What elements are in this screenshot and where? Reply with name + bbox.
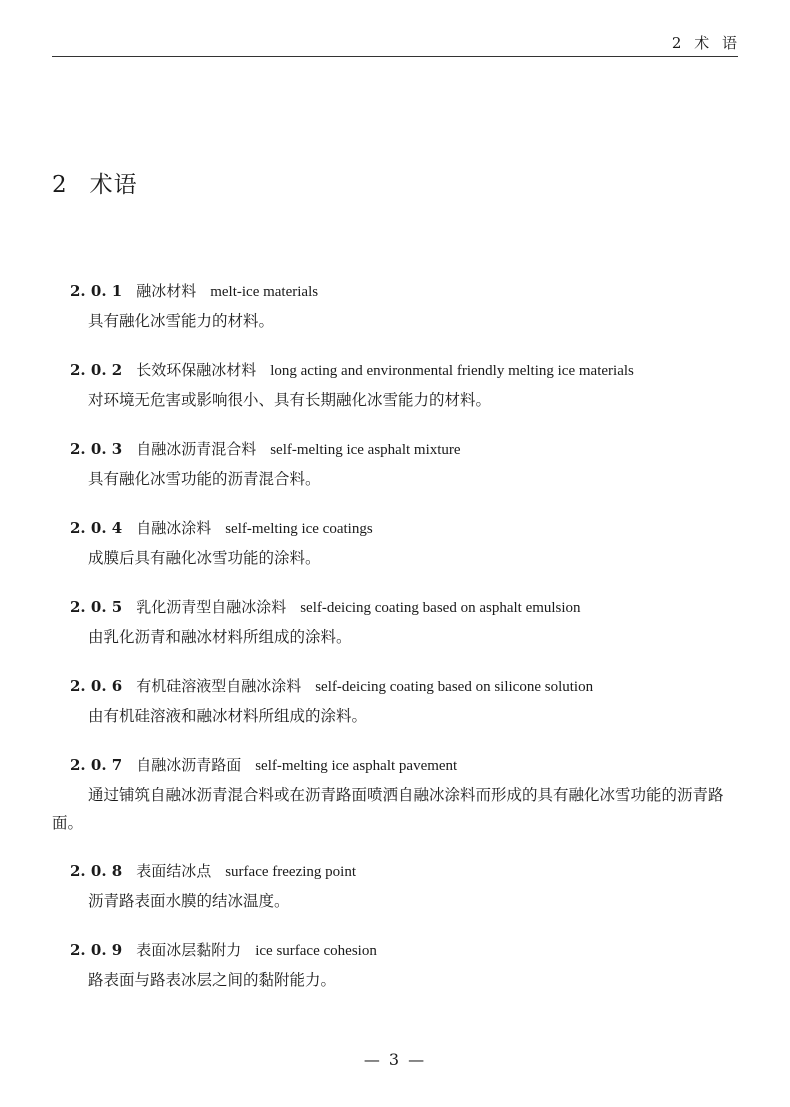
term-entry — [52, 860, 738, 939]
term-english: ice surface cohesion — [255, 943, 377, 959]
term-definition: 对环境无危害或影响很小、具有长期融化冰雪能力的材料。 — [88, 391, 492, 409]
term-chinese: 表面冰层黏附力 — [136, 941, 242, 959]
term-number: 2. 0. 6 — [70, 677, 123, 695]
term-number: 2. 0. 4 — [70, 519, 123, 537]
term-english: long acting and environmental friendly melting ice materials — [270, 363, 634, 379]
term-chinese: 乳化沥青型自融冰涂料 — [136, 598, 287, 616]
term-entry — [52, 438, 738, 517]
term-number: 2. 0. 5 — [70, 598, 123, 616]
term-heading — [70, 596, 581, 619]
term-english: self-melting ice asphalt mixture — [270, 442, 461, 458]
term-chinese: 自融冰沥青混合料 — [136, 440, 257, 458]
term-number: 2. 0. 7 — [70, 756, 123, 774]
term-heading — [70, 359, 634, 382]
term-definition: 具有融化冰雪功能的沥青混合料。 — [88, 470, 321, 488]
term-entry — [52, 754, 738, 860]
term-number: 2. 0. 3 — [70, 440, 123, 458]
term-english: surface freezing point — [225, 864, 356, 880]
term-english: self-melting ice coatings — [225, 521, 373, 537]
term-entry — [52, 280, 738, 359]
term-entry — [52, 939, 738, 1018]
term-english: self-melting ice asphalt pavement — [255, 758, 458, 774]
term-definition: 路表面与路表冰层之间的黏附能力。 — [88, 971, 337, 989]
running-header: 2 术 语 — [671, 34, 738, 52]
term-entry — [52, 675, 738, 754]
term-heading — [70, 280, 318, 303]
term-english: self-deicing coating based on asphalt emulsion — [300, 600, 581, 616]
term-entry — [52, 359, 738, 438]
term-chinese: 有机硅溶液型自融冰涂料 — [136, 677, 302, 695]
term-definition: 由有机硅溶液和融冰材料所组成的涂料。 — [88, 707, 368, 725]
term-english: self-deicing coating based on silicone solution — [315, 679, 594, 695]
term-chinese: 表面结冰点 — [136, 862, 212, 880]
chapter-title — [52, 166, 138, 199]
term-definition: 通过铺筑自融冰沥青混合料或在沥青路面喷洒自融冰涂料而形成的具有融化冰雪功能的沥青路面。 — [52, 786, 724, 832]
chapter-title-text: 术语 — [89, 172, 138, 198]
term-heading — [70, 517, 373, 540]
term-entry — [52, 517, 738, 596]
term-definition: 具有融化冰雪能力的材料。 — [88, 312, 275, 330]
term-definition: 沥青路表面水膜的结冰温度。 — [88, 892, 290, 910]
term-heading — [70, 754, 457, 777]
term-english: melt-ice materials — [210, 284, 319, 300]
term-heading — [70, 860, 356, 883]
term-chinese: 自融冰沥青路面 — [136, 756, 242, 774]
term-heading — [70, 675, 593, 698]
term-chinese: 长效环保融冰材料 — [136, 361, 257, 379]
term-definition: 成膜后具有融化冰雪功能的涂料。 — [88, 549, 321, 567]
term-number: 2. 0. 8 — [70, 862, 123, 880]
term-definition: 由乳化沥青和融冰材料所组成的涂料。 — [88, 628, 352, 646]
terms-list — [52, 280, 738, 1018]
term-number: 2. 0. 1 — [70, 282, 123, 300]
term-heading — [70, 438, 461, 461]
term-number: 2. 0. 2 — [70, 361, 123, 379]
term-chinese: 自融冰涂料 — [136, 519, 212, 537]
page-number: — 3 — — [363, 1050, 427, 1069]
term-chinese: 融冰材料 — [136, 282, 197, 300]
term-number: 2. 0. 9 — [70, 941, 123, 959]
chapter-number: 2 — [52, 172, 68, 198]
header-rule — [52, 56, 738, 57]
term-entry — [52, 596, 738, 675]
term-heading — [70, 939, 377, 962]
